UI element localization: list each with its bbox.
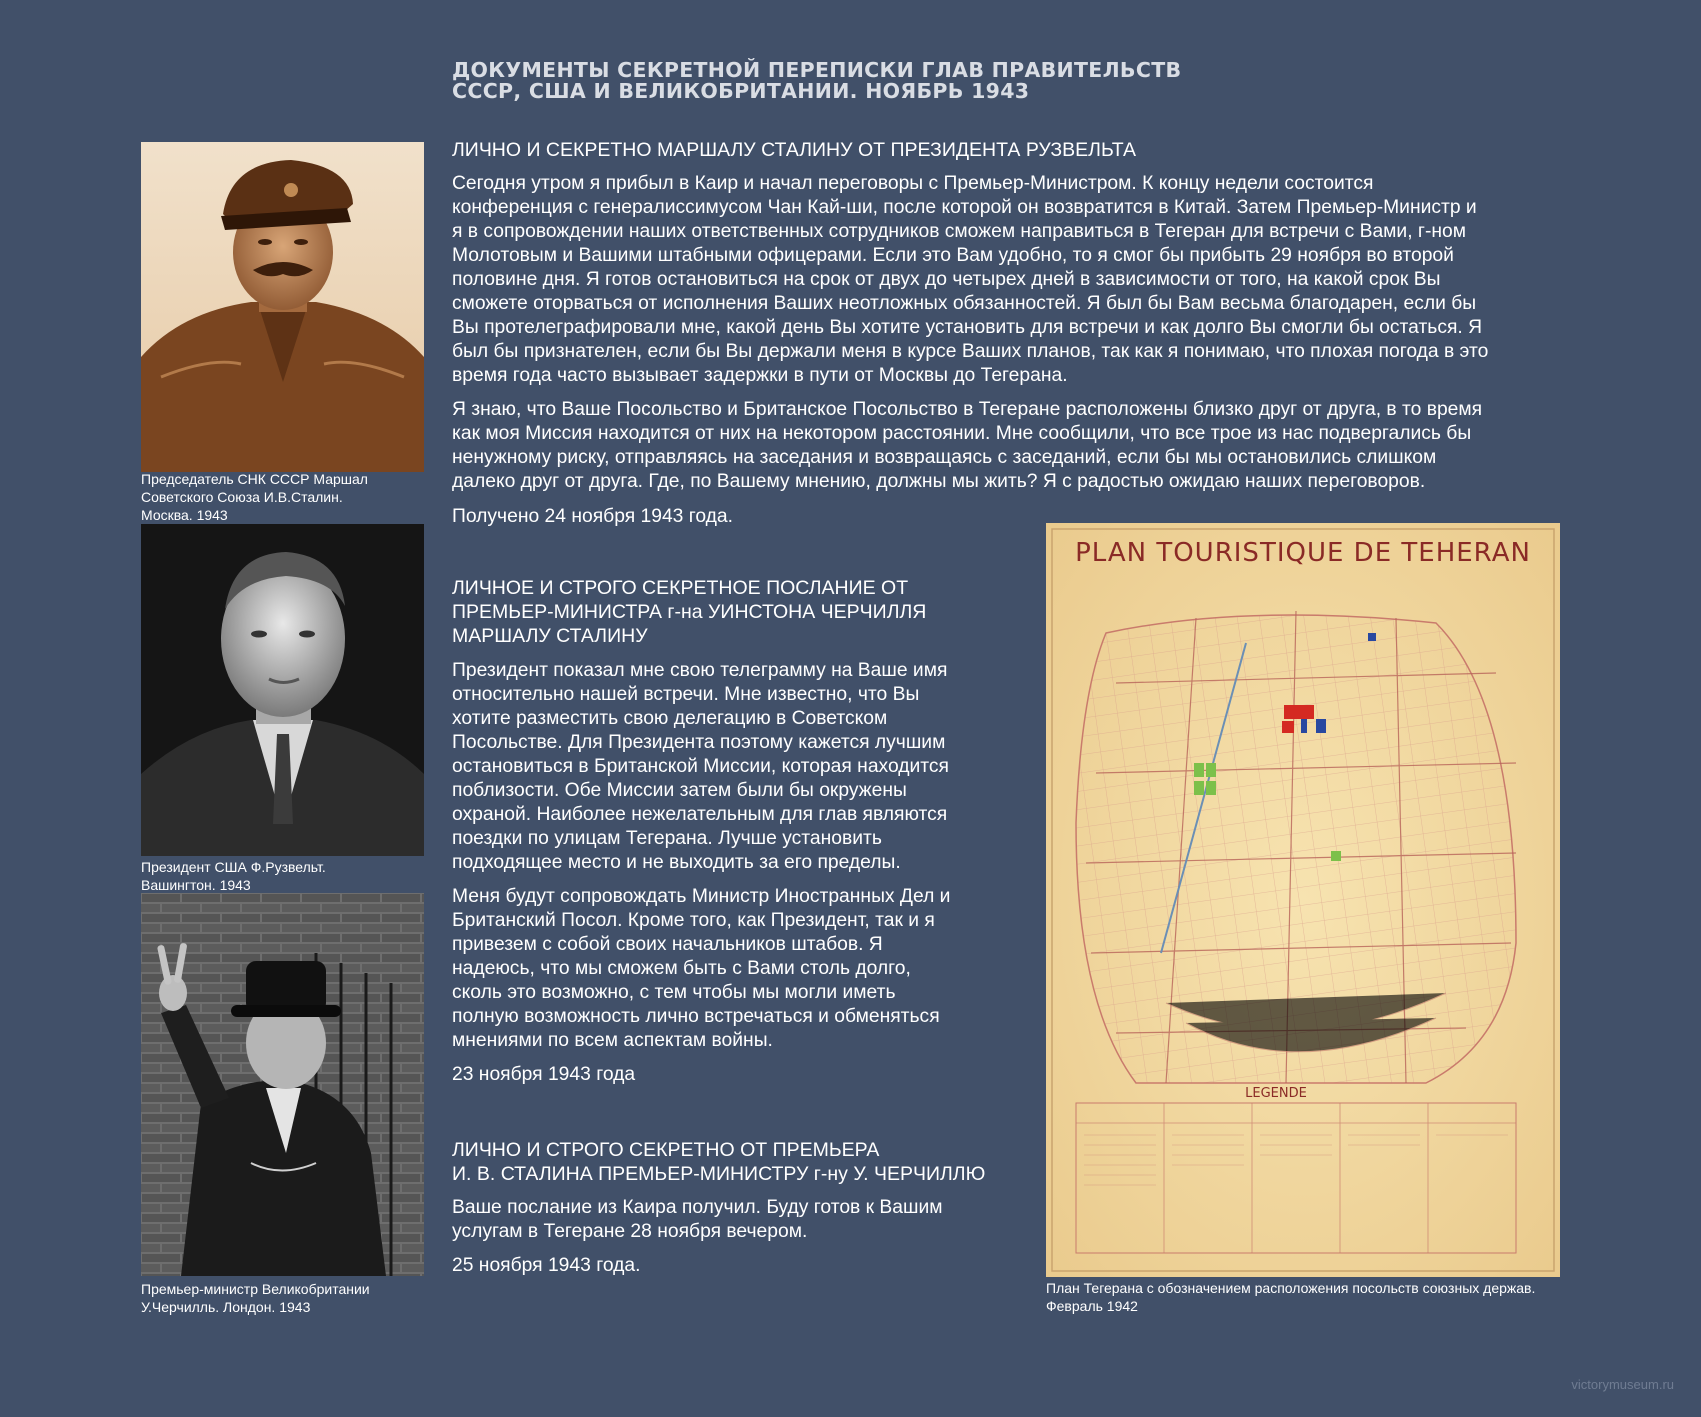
page-title-line-1: ДОКУМЕНТЫ СЕКРЕТНОЙ ПЕРЕПИСКИ ГЛАВ ПРАВИТЕЛЬСТВ [452, 58, 1182, 82]
caption-line: Премьер-министр Великобритании [141, 1281, 370, 1297]
text-line: был бы признателен, если бы Вы держали меня в курсе Ваших планов, так как я понимаю, что плохая погода в это [452, 341, 1489, 362]
text-line: остановиться в Британской Миссии, которая находится [452, 756, 949, 777]
map-caption [1046, 1279, 1535, 1315]
churchill-caption [141, 1280, 370, 1316]
text-line: Сегодня утром я прибыл в Каир и начал переговоры с Премьер-Министром. К концу недели состоится [452, 173, 1374, 194]
letter-churchill-heading [452, 576, 926, 648]
caption-line: Москва. 1943 [141, 507, 228, 523]
text-line: привезем с собой своих начальников штабов. Я [452, 934, 883, 955]
caption-line: Февраль 1942 [1046, 1298, 1138, 1314]
text-line: я в сопровождении наших ответственных сотрудников сможем направиться в Тегеран для встречи с Вами, г-ном [452, 221, 1466, 242]
text-line: Ваше послание из Каира получил. Буду готов к Вашим [452, 1197, 943, 1218]
text-line: Британский Посол. Кроме того, как Президент, так и я [452, 910, 935, 931]
letter-roosevelt-received [452, 505, 733, 529]
caption-line: Вашингтон. 1943 [141, 877, 251, 893]
text-line: Молотовым и Вашими штабными офицерами. Если это Вам удобно, то я смог бы прибыть 29 ноября во второй [452, 245, 1454, 266]
text-line: Посольстве. Для Президента поэтому кажется лучшим [452, 732, 946, 753]
watermark: victorymuseum.ru [1571, 1377, 1674, 1392]
text-line: полную возможность лично встречаться и обменяться [452, 1006, 940, 1027]
text-line: мнениями по всем аспектам войны. [452, 1030, 773, 1051]
text-line: ненужному риску, отправляясь на заседания и возвращаясь с заседаний, если бы мы остановились слишком [452, 447, 1437, 468]
map-title: PLAN TOURISTIQUE DE TEHERAN [1075, 538, 1531, 568]
churchill-photo [141, 893, 424, 1276]
letter-stalin-paragraph-1 [452, 1196, 943, 1244]
text-line: подходящее место и не выходить за его пределы. [452, 852, 901, 873]
text-line: поблизости. Обе Миссии затем были бы окружены [452, 780, 907, 801]
heading-line: ЛИЧНО И СТРОГО СЕКРЕТНО ОТ ПРЕМЬЕРА [452, 1139, 880, 1161]
roosevelt-caption [141, 858, 326, 894]
heading-line: ЛИЧНО И СЕКРЕТНО МАРШАЛУ СТАЛИНУ ОТ ПРЕЗИДЕНТА РУЗВЕЛЬТА [452, 139, 1137, 161]
text-line: Президент показал мне свою телеграмму на Ваше имя [452, 660, 948, 681]
text-line: хотите разместить свою делегацию в Советском [452, 708, 888, 729]
stalin-photo [141, 142, 424, 472]
text-line: сможете оторваться от исполнения Ваших неотложных обязанностей. Я был бы Вам весьма благодарен, если бы [452, 293, 1477, 314]
text-line: половине дня. Я готов остановиться на срок от двух до четырех дней в зависимости от того, на какой срок Вы [452, 269, 1441, 290]
letter-stalin-date [452, 1254, 640, 1278]
letter-stalin-heading [452, 1138, 985, 1186]
tehran-map [1046, 523, 1560, 1277]
heading-line: МАРШАЛУ СТАЛИНУ [452, 625, 648, 647]
letter-churchill-date [452, 1063, 635, 1087]
text-line: далеко друг от друга. Где, по Вашему мнению, должны мы жить? Я с радостью ожидаю наших переговоров. [452, 471, 1426, 492]
caption-line: План Тегерана с обозначением расположения посольств союзных держав. [1046, 1280, 1536, 1296]
caption-line: Президент США Ф.Рузвельт. [141, 859, 326, 875]
heading-line: И. В. СТАЛИНА ПРЕМЬЕР-МИНИСТРУ г-ну У. ЧЕРЧИЛЛЮ [452, 1163, 986, 1185]
text-line: конференция с генералиссимусом Чан Кай-ши, после которой он возвратится в Китай. Затем Премьер-Министр и [452, 197, 1477, 218]
letter-roosevelt-paragraph-1 [452, 172, 1488, 388]
letter-roosevelt-heading [452, 138, 1136, 162]
text-line: сколь это возможно, с тем чтобы мы могли иметь [452, 982, 896, 1003]
text-line: Вы протелеграфировали мне, какой день Вы хотите установить для встречи и как долго Вы смогли бы остаться. Я [452, 317, 1483, 338]
map-legend-label: LEGENDE [1245, 1086, 1307, 1101]
letter-churchill-paragraph-2 [452, 885, 950, 1053]
text-line: время года часто вызывает задержки в пути от Москвы до Тегерана. [452, 365, 1068, 386]
text-line: охраной. Наиболее нежелательным для глав являются [452, 804, 948, 825]
text-line: поездки по улицам Тегерана. Лучше установить [452, 828, 882, 849]
text-line: 23 ноября 1943 года [452, 1064, 636, 1085]
letter-churchill-paragraph-1 [452, 659, 949, 875]
page-title-line-2: СССР, США И ВЕЛИКОБРИТАНИИ. НОЯБРЬ 1943 [452, 79, 1030, 103]
roosevelt-photo [141, 524, 424, 856]
caption-line: У.Черчилль. Лондон. 1943 [141, 1299, 311, 1315]
heading-line: ПРЕМЬЕР-МИНИСТРА г-на УИНСТОНА ЧЕРЧИЛЛЯ [452, 601, 927, 623]
caption-line: Советского Союза И.В.Сталин. [141, 489, 343, 505]
text-line: Я знаю, что Ваше Посольство и Британское Посольство в Тегеране расположены близко друг от друга, в то время [452, 399, 1483, 420]
text-line: 25 ноября 1943 года. [452, 1255, 641, 1276]
text-line: Меня будут сопровождать Министр Иностранных Дел и [452, 886, 951, 907]
stalin-caption [141, 470, 368, 524]
text-line: Получено 24 ноября 1943 года. [452, 506, 733, 527]
text-line: как моя Миссия находится от них на некотором расстоянии. Мне сообщили, что все трое из нас подвергались бы [452, 423, 1472, 444]
text-line: надеюсь, что мы сможем быть с Вами столь долго, [452, 958, 911, 979]
caption-line: Председатель СНК СССР Маршал [141, 471, 368, 487]
page-title [452, 60, 1352, 102]
heading-line: ЛИЧНОЕ И СТРОГО СЕКРЕТНОЕ ПОСЛАНИЕ ОТ [452, 577, 909, 599]
letter-roosevelt-paragraph-2 [452, 398, 1482, 494]
text-line: относительно нашей встречи. Мне известно, что Вы [452, 684, 920, 705]
text-line: услугам в Тегеране 28 ноября вечером. [452, 1221, 808, 1242]
